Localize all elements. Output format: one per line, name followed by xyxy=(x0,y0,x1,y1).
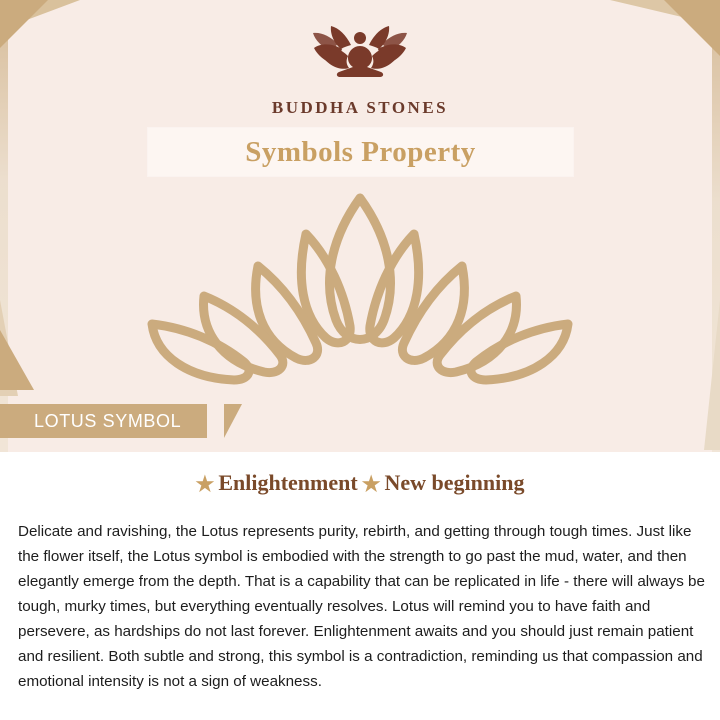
star-icon-middle: ★ xyxy=(361,471,381,496)
lotus-symbol-ribbon xyxy=(0,404,207,438)
lotus-meditation-figure-icon xyxy=(285,22,435,94)
ribbon-tail xyxy=(224,404,242,438)
subheading-primary: Enlightenment xyxy=(218,470,358,495)
page-title: Symbols Property xyxy=(245,135,476,168)
subheading-secondary: New beginning xyxy=(384,470,525,495)
page-title-band xyxy=(148,128,573,176)
star-icon-left: ★ xyxy=(195,471,215,496)
lotus-flower-illustration xyxy=(100,186,620,396)
brand-logo xyxy=(0,22,720,118)
ribbon-label: LOTUS SYMBOL xyxy=(34,410,182,431)
brand-name: BUDDHA STONES xyxy=(271,98,449,117)
subheading xyxy=(0,470,720,496)
lotus-illustration xyxy=(100,186,620,396)
body-paragraph: Delicate and ravishing, the Lotus represents purity, rebirth, and getting through tough times. Just like the flower itself, the Lotus symbol is embodied with the strength to go past the mud, water, and then elegantly emerge from the depth. That is a capability that can be replicated in life - there will always be tough, murky times, but everything eventually resolves. Lotus will remind you to have faith and persevere, as hardships do not last forever. Enlightenment awaits and you should just remain patient and resilient. Both subtle and strong, this symbol is a contradiction, reminding us that compassion and emotional intensity is not a sign of weakness. xyxy=(18,523,705,691)
